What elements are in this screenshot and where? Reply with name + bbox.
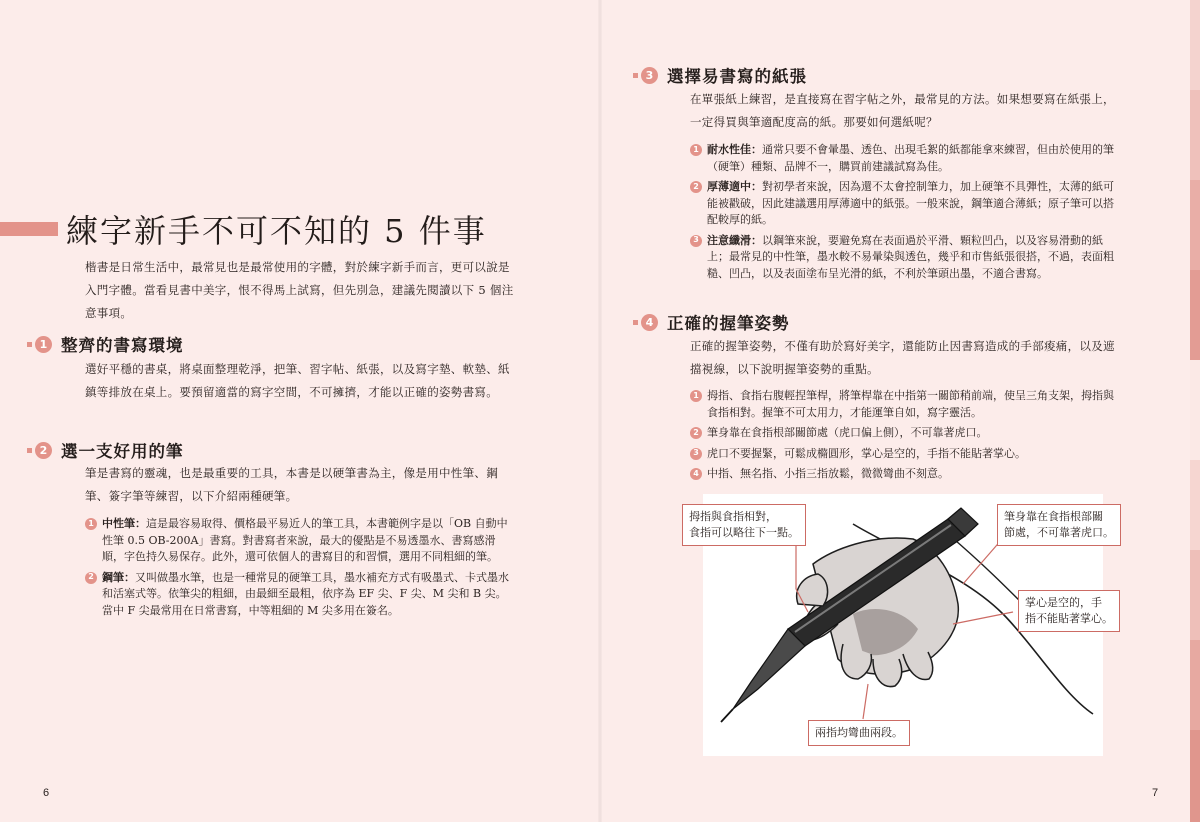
- item-number-badge: 1: [690, 390, 702, 402]
- callout-fingers-bent: [808, 720, 910, 746]
- list-item: [690, 446, 1120, 463]
- item-term: 鋼筆：: [102, 570, 135, 584]
- page-number-right: 7: [1152, 787, 1159, 799]
- item-number-badge: 2: [690, 427, 702, 439]
- callout-thumb-index: [682, 504, 806, 546]
- item-text: 虎口不要握緊，可鬆成橢圓形，掌心是空的，手指不能貼著掌心。: [707, 446, 1026, 460]
- callout-text: 拇指與食指相對， 食指可以略往下一點。: [689, 510, 799, 539]
- callout-palm: [1018, 590, 1120, 632]
- bullet-square-icon: [633, 320, 638, 325]
- section-number-badge: 3: [641, 67, 658, 84]
- section-number-badge: 4: [641, 314, 658, 331]
- section-number-badge: 2: [35, 442, 52, 459]
- section-4-heading: [633, 310, 790, 334]
- section-2-heading: [27, 438, 184, 462]
- callout-text: 兩指均彎曲兩段。: [815, 726, 903, 739]
- item-number-badge: 1: [690, 144, 702, 156]
- section-2-body: 筆是書寫的靈魂，也是最重要的工具，本書是以硬筆書為主，像是用中性筆、鋼筆、簽字筆等練習，以下介紹兩種硬筆。: [85, 466, 498, 503]
- section-title: 選一支好用的筆: [61, 442, 184, 461]
- item-text: 通常只要不會暈墨、透色、出現毛絮的紙都能拿來練習，但由於使用的筆（硬筆）種類、品牌不一，購買前建議試寫為佳。: [707, 143, 1114, 173]
- section-4-body: 正確的握筆姿勢，不僅有助於寫好美字，還能防止因書寫造成的手部痠痛，以及遮擋視線，以下說明握筆姿勢的重點。: [690, 339, 1115, 376]
- chapter-tabs: [1190, 0, 1200, 822]
- bullet-square-icon: [633, 73, 638, 78]
- section-number-badge: 1: [35, 336, 52, 353]
- item-text: 又叫做墨水筆，也是一種常見的硬筆工具，墨水補充方式有吸墨式、卡式墨水和活塞式等。依筆尖的粗細，由最細至最粗，依序為 EF 尖、F 尖、M 尖和 B 尖。當中 F 尖最常用在日常書寫，中等粗細的 M 尖多用在簽名。: [102, 570, 509, 617]
- chapter-tab: [1190, 0, 1200, 90]
- page-number-left: 6: [43, 787, 50, 799]
- section-1-body: 選好平穩的書桌，將桌面整理乾淨，把筆、習字帖、紙張，以及寫字墊、軟墊、紙鎮等排放在桌上。要預留適當的寫字空間，不可擁擠，才能以正確的姿勢書寫。: [85, 362, 510, 399]
- title-accent-bar: [0, 222, 58, 236]
- list-item: [85, 516, 515, 566]
- grip-tips-list: [690, 388, 1120, 487]
- item-number-badge: 2: [690, 181, 702, 193]
- chapter-tab: [1190, 640, 1200, 730]
- chapter-tab: [1190, 180, 1200, 270]
- list-item: [690, 142, 1120, 175]
- section-title: 選擇易書寫的紙張: [667, 67, 807, 86]
- list-item: [85, 570, 515, 620]
- pen-types-list: [85, 516, 515, 623]
- item-term: 中性筆：: [102, 517, 146, 530]
- list-item: [690, 179, 1120, 229]
- chapter-tab: [1190, 90, 1200, 180]
- section-3-heading: [633, 63, 807, 87]
- item-term: 注意纖滑：: [707, 233, 762, 247]
- chapter-tab: [1190, 730, 1200, 822]
- item-term: 厚薄適中：: [707, 180, 762, 193]
- item-number-badge: 3: [690, 448, 702, 460]
- chapter-tab: [1190, 270, 1200, 360]
- list-item: [690, 388, 1120, 421]
- item-number-badge: 2: [85, 572, 97, 584]
- item-term: 耐水性佳：: [707, 143, 762, 156]
- intro-paragraph: 楷書是日常生活中，最常見也是最常使用的字體，對於練字新手而言，更可以說是入門字體。當看見書中美字，恨不得馬上試寫，但先別急，建議先閱讀以下 5 個注意事項。: [85, 260, 514, 320]
- chapter-tab: [1190, 550, 1200, 640]
- page-title: 練字新手不可不知的 5 件事: [66, 212, 487, 250]
- item-text: 拇指、食指右腹輕捏筆桿，將筆桿靠在中指第一關節稍前端，使呈三角支架，拇指與食指相對。握筆不可太用力，才能運筆自如，寫字靈活。: [707, 389, 1114, 419]
- list-item: [690, 425, 1120, 442]
- chapter-tab: [1190, 460, 1200, 550]
- bullet-square-icon: [27, 342, 32, 347]
- callout-text: 掌心是空的，手 指不能貼著掌心。: [1025, 596, 1113, 625]
- chapter-tab: [1190, 360, 1200, 460]
- item-number-badge: 3: [690, 235, 702, 247]
- item-text: 筆身靠在食指根部關節處（虎口偏上側），不可靠著虎口。: [707, 426, 988, 439]
- bullet-square-icon: [27, 448, 32, 453]
- callout-pen-rest: [997, 504, 1121, 546]
- list-item: [690, 233, 1120, 283]
- item-text: 對初學者來說，因為還不太會控制筆力，加上硬筆不具彈性，太薄的紙可能被戳破，因此建議選用厚薄適中的紙張。一般來說，鋼筆適合薄紙；原子筆可以搭配較厚的紙。: [707, 180, 1114, 226]
- item-text: 這是最容易取得、價格最平易近人的筆工具，本書範例字是以「OB 自動中性筆 0.5 OB-200A」書寫。對書寫者來說，最大的優點是不易透墨水、書寫感滑順，字色持久易保存。此外，還可依個人的書寫目的和習慣，選用不同粗細的筆。: [102, 517, 508, 563]
- paper-tips-list: [690, 142, 1120, 286]
- section-title: 整齊的書寫環境: [61, 336, 184, 355]
- section-1-heading: [27, 332, 184, 356]
- list-item: [690, 466, 1120, 483]
- item-number-badge: 1: [85, 518, 97, 530]
- section-title: 正確的握筆姿勢: [667, 314, 790, 333]
- item-number-badge: 4: [690, 468, 702, 480]
- item-text: 中指、無名指、小指三指放鬆，微微彎曲不刻意。: [707, 467, 949, 480]
- section-3-body: 在單張紙上練習，是直接寫在習字帖之外，最常見的方法。如果想要寫在紙張上，一定得買與筆適配度高的紙。那要如何選紙呢？: [690, 92, 1115, 129]
- item-text: 以鋼筆來說，要避免寫在表面過於平滑、顆粒凹凸，以及容易滑動的紙上；最常見的中性筆，墨水較不易暈染與透色，幾乎和市售紙張很搭，不過，表面粗糙、凹凸，以及表面塗布呈光滑的紙，不利於筆頭出墨，不適合書寫。: [707, 233, 1114, 280]
- callout-text: 筆身靠在食指根部關 節處，不可靠著虎口。: [1004, 510, 1114, 539]
